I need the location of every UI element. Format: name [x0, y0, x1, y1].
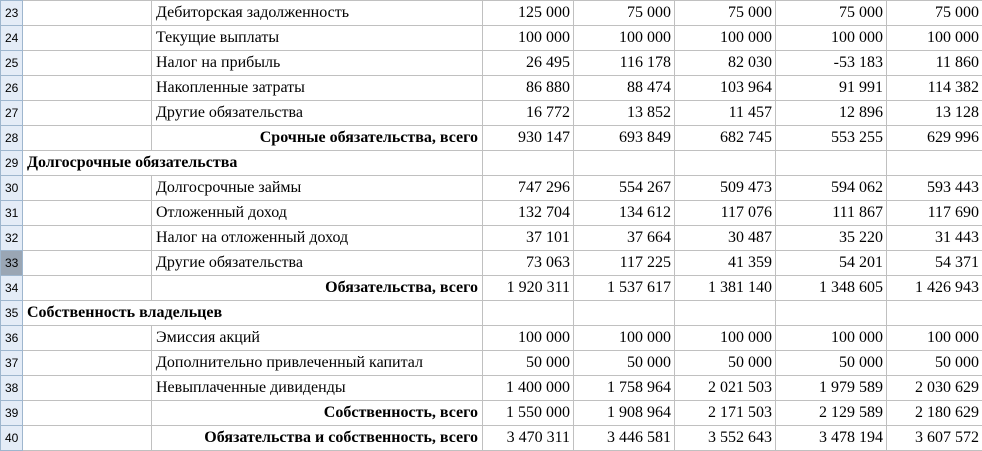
value-cell[interactable]: 100 000	[675, 326, 776, 351]
value-cell[interactable]: 3 470 311	[483, 426, 574, 451]
cell[interactable]	[23, 201, 152, 226]
value-cell[interactable]: 13 128	[887, 101, 982, 126]
value-cell[interactable]: 3 552 643	[675, 426, 776, 451]
row-label-cell[interactable]: Обязательства, всего	[152, 276, 483, 301]
value-cell[interactable]: 594 062	[776, 176, 887, 201]
value-cell[interactable]: 75 000	[776, 1, 887, 26]
table-row	[1, 226, 982, 251]
cell[interactable]	[675, 151, 776, 176]
row-label-cell[interactable]: Накопленные затраты	[152, 76, 483, 101]
value-cell[interactable]: 593 443	[887, 176, 982, 201]
row-label-cell[interactable]: Эмиссия акций	[152, 326, 483, 351]
cell[interactable]	[23, 401, 152, 426]
value-cell[interactable]: 1 348 605	[776, 276, 887, 301]
value-cell[interactable]: 100 000	[675, 26, 776, 51]
value-cell[interactable]: 50 000	[574, 351, 675, 376]
value-cell[interactable]: 117 076	[675, 201, 776, 226]
row-header[interactable]: 28	[1, 126, 23, 151]
row-header[interactable]: 24	[1, 26, 23, 51]
value-cell[interactable]: 75 000	[574, 1, 675, 26]
cell[interactable]	[23, 101, 152, 126]
value-cell[interactable]: 1 537 617	[574, 276, 675, 301]
cell[interactable]	[23, 1, 152, 26]
value-cell[interactable]: 50 000	[675, 351, 776, 376]
section-header-cell[interactable]: Долгосрочные обязательства	[23, 151, 152, 176]
cell[interactable]	[483, 151, 574, 176]
value-cell[interactable]: -53 183	[776, 51, 887, 76]
row-label-cell[interactable]: Другие обязательства	[152, 251, 483, 276]
value-cell[interactable]: 116 178	[574, 51, 675, 76]
value-cell[interactable]: 54 371	[887, 251, 982, 276]
cell[interactable]	[23, 251, 152, 276]
cell[interactable]	[675, 301, 776, 326]
value-cell[interactable]: 13 852	[574, 101, 675, 126]
table-row	[1, 326, 982, 351]
row-header[interactable]: 40	[1, 426, 23, 451]
value-cell[interactable]: 2 180 629	[887, 401, 982, 426]
value-cell[interactable]: 747 296	[483, 176, 574, 201]
value-cell[interactable]: 134 612	[574, 201, 675, 226]
value-cell[interactable]: 114 382	[887, 76, 982, 101]
cell[interactable]	[574, 151, 675, 176]
row-label-cell[interactable]: Дебиторская задолженность	[152, 1, 483, 26]
row-header[interactable]: 37	[1, 351, 23, 376]
table-row	[1, 351, 982, 376]
row-label-cell[interactable]: Собственность, всего	[152, 401, 483, 426]
value-cell[interactable]: 100 000	[887, 26, 982, 51]
row-label-cell[interactable]: Другие обязательства	[152, 101, 483, 126]
value-cell[interactable]: 12 896	[776, 101, 887, 126]
value-cell[interactable]: 930 147	[483, 126, 574, 151]
value-cell[interactable]: 2 129 589	[776, 401, 887, 426]
row-header[interactable]: 26	[1, 76, 23, 101]
value-cell[interactable]: 3 607 572	[887, 426, 982, 451]
value-cell[interactable]: 100 000	[887, 326, 982, 351]
table-row	[1, 101, 982, 126]
cell[interactable]	[23, 426, 152, 451]
value-cell[interactable]: 100 000	[776, 326, 887, 351]
row-label-cell[interactable]: Налог на прибыль	[152, 51, 483, 76]
value-cell[interactable]: 2 171 503	[675, 401, 776, 426]
value-cell[interactable]: 86 880	[483, 76, 574, 101]
value-cell[interactable]: 1 979 589	[776, 376, 887, 401]
value-cell[interactable]: 117 690	[887, 201, 982, 226]
value-cell[interactable]: 16 772	[483, 101, 574, 126]
table-row	[1, 201, 982, 226]
value-cell[interactable]: 1 426 943	[887, 276, 982, 301]
value-cell[interactable]: 100 000	[776, 26, 887, 51]
value-cell[interactable]: 26 495	[483, 51, 574, 76]
value-cell[interactable]: 41 359	[675, 251, 776, 276]
value-cell[interactable]: 91 991	[776, 76, 887, 101]
row-header[interactable]: 30	[1, 176, 23, 201]
row-header[interactable]: 36	[1, 326, 23, 351]
table-row	[1, 426, 982, 451]
value-cell[interactable]: 1 381 140	[675, 276, 776, 301]
value-cell[interactable]: 125 000	[483, 1, 574, 26]
row-label-cell[interactable]: Невыплаченные дивиденды	[152, 376, 483, 401]
value-cell[interactable]: 75 000	[675, 1, 776, 26]
row-label-cell[interactable]: Отложенный доход	[152, 201, 483, 226]
row-header[interactable]: 27	[1, 101, 23, 126]
row-label-cell[interactable]: Налог на отложенный доход	[152, 226, 483, 251]
table-row	[1, 176, 982, 201]
value-cell[interactable]: 132 704	[483, 201, 574, 226]
value-cell[interactable]: 75 000	[887, 1, 982, 26]
row-header[interactable]: 31	[1, 201, 23, 226]
value-cell[interactable]: 54 201	[776, 251, 887, 276]
value-cell[interactable]: 35 220	[776, 226, 887, 251]
value-cell[interactable]: 117 225	[574, 251, 675, 276]
row-label-cell[interactable]: Долгосрочные займы	[152, 176, 483, 201]
cell[interactable]	[776, 151, 887, 176]
section-header-cell[interactable]: Собственность владельцев	[23, 301, 152, 326]
table-row	[1, 151, 982, 176]
value-cell[interactable]: 1 920 311	[483, 276, 574, 301]
row-header[interactable]: 32	[1, 226, 23, 251]
cell[interactable]	[887, 151, 982, 176]
value-cell[interactable]: 100 000	[574, 26, 675, 51]
table-row	[1, 376, 982, 401]
value-cell[interactable]: 88 474	[574, 76, 675, 101]
cell[interactable]	[23, 26, 152, 51]
value-cell[interactable]: 30 487	[675, 226, 776, 251]
cell[interactable]	[887, 301, 982, 326]
row-label-cell[interactable]: Срочные обязательства, всего	[152, 126, 483, 151]
table-row	[1, 401, 982, 426]
cell[interactable]	[483, 301, 574, 326]
table-row	[1, 76, 982, 101]
cell[interactable]	[23, 126, 152, 151]
table-row	[1, 1, 982, 26]
table-row	[1, 51, 982, 76]
value-cell[interactable]: 2 021 503	[675, 376, 776, 401]
cell[interactable]	[574, 301, 675, 326]
value-cell[interactable]: 103 964	[675, 76, 776, 101]
value-cell[interactable]: 100 000	[483, 326, 574, 351]
row-header[interactable]: 33	[1, 251, 23, 276]
table-row	[1, 26, 982, 51]
cell[interactable]	[23, 51, 152, 76]
row-label-cell[interactable]: Дополнительно привлеченный капитал	[152, 351, 483, 376]
value-cell[interactable]: 100 000	[483, 26, 574, 51]
value-cell[interactable]: 11 860	[887, 51, 982, 76]
row-header[interactable]: 34	[1, 276, 23, 301]
cell[interactable]	[23, 326, 152, 351]
value-cell[interactable]: 37 101	[483, 226, 574, 251]
row-label-cell[interactable]: Обязательства и собственность, всего	[152, 426, 483, 451]
row-header[interactable]: 38	[1, 376, 23, 401]
value-cell[interactable]: 553 255	[776, 126, 887, 151]
cell[interactable]	[23, 351, 152, 376]
value-cell[interactable]: 629 996	[887, 126, 982, 151]
value-cell[interactable]: 50 000	[483, 351, 574, 376]
row-header[interactable]: 25	[1, 51, 23, 76]
row-header[interactable]: 39	[1, 401, 23, 426]
value-cell[interactable]: 73 063	[483, 251, 574, 276]
value-cell[interactable]: 2 030 629	[887, 376, 982, 401]
value-cell[interactable]: 3 478 194	[776, 426, 887, 451]
value-cell[interactable]: 3 446 581	[574, 426, 675, 451]
table-row	[1, 276, 982, 301]
value-cell[interactable]: 1 550 000	[483, 401, 574, 426]
value-cell[interactable]: 100 000	[574, 326, 675, 351]
row-header[interactable]: 35	[1, 301, 23, 326]
cell[interactable]	[23, 76, 152, 101]
table-row	[1, 126, 982, 151]
row-header[interactable]: 29	[1, 151, 23, 176]
value-cell[interactable]: 111 867	[776, 201, 887, 226]
value-cell[interactable]: 1 908 964	[574, 401, 675, 426]
value-cell[interactable]: 693 849	[574, 126, 675, 151]
value-cell[interactable]: 50 000	[776, 351, 887, 376]
cell[interactable]	[23, 276, 152, 301]
cell[interactable]	[23, 226, 152, 251]
value-cell[interactable]: 682 745	[675, 126, 776, 151]
cell[interactable]	[776, 301, 887, 326]
value-cell[interactable]: 37 664	[574, 226, 675, 251]
table-row	[1, 301, 982, 326]
cell[interactable]	[23, 176, 152, 201]
value-cell[interactable]: 554 267	[574, 176, 675, 201]
value-cell[interactable]: 1 758 964	[574, 376, 675, 401]
value-cell[interactable]: 11 457	[675, 101, 776, 126]
table-row	[1, 251, 982, 276]
row-header[interactable]: 23	[1, 1, 23, 26]
value-cell[interactable]: 509 473	[675, 176, 776, 201]
cell[interactable]	[23, 376, 152, 401]
value-cell[interactable]: 31 443	[887, 226, 982, 251]
value-cell[interactable]: 50 000	[887, 351, 982, 376]
value-cell[interactable]: 82 030	[675, 51, 776, 76]
row-label-cell[interactable]: Текущие выплаты	[152, 26, 483, 51]
value-cell[interactable]: 1 400 000	[483, 376, 574, 401]
